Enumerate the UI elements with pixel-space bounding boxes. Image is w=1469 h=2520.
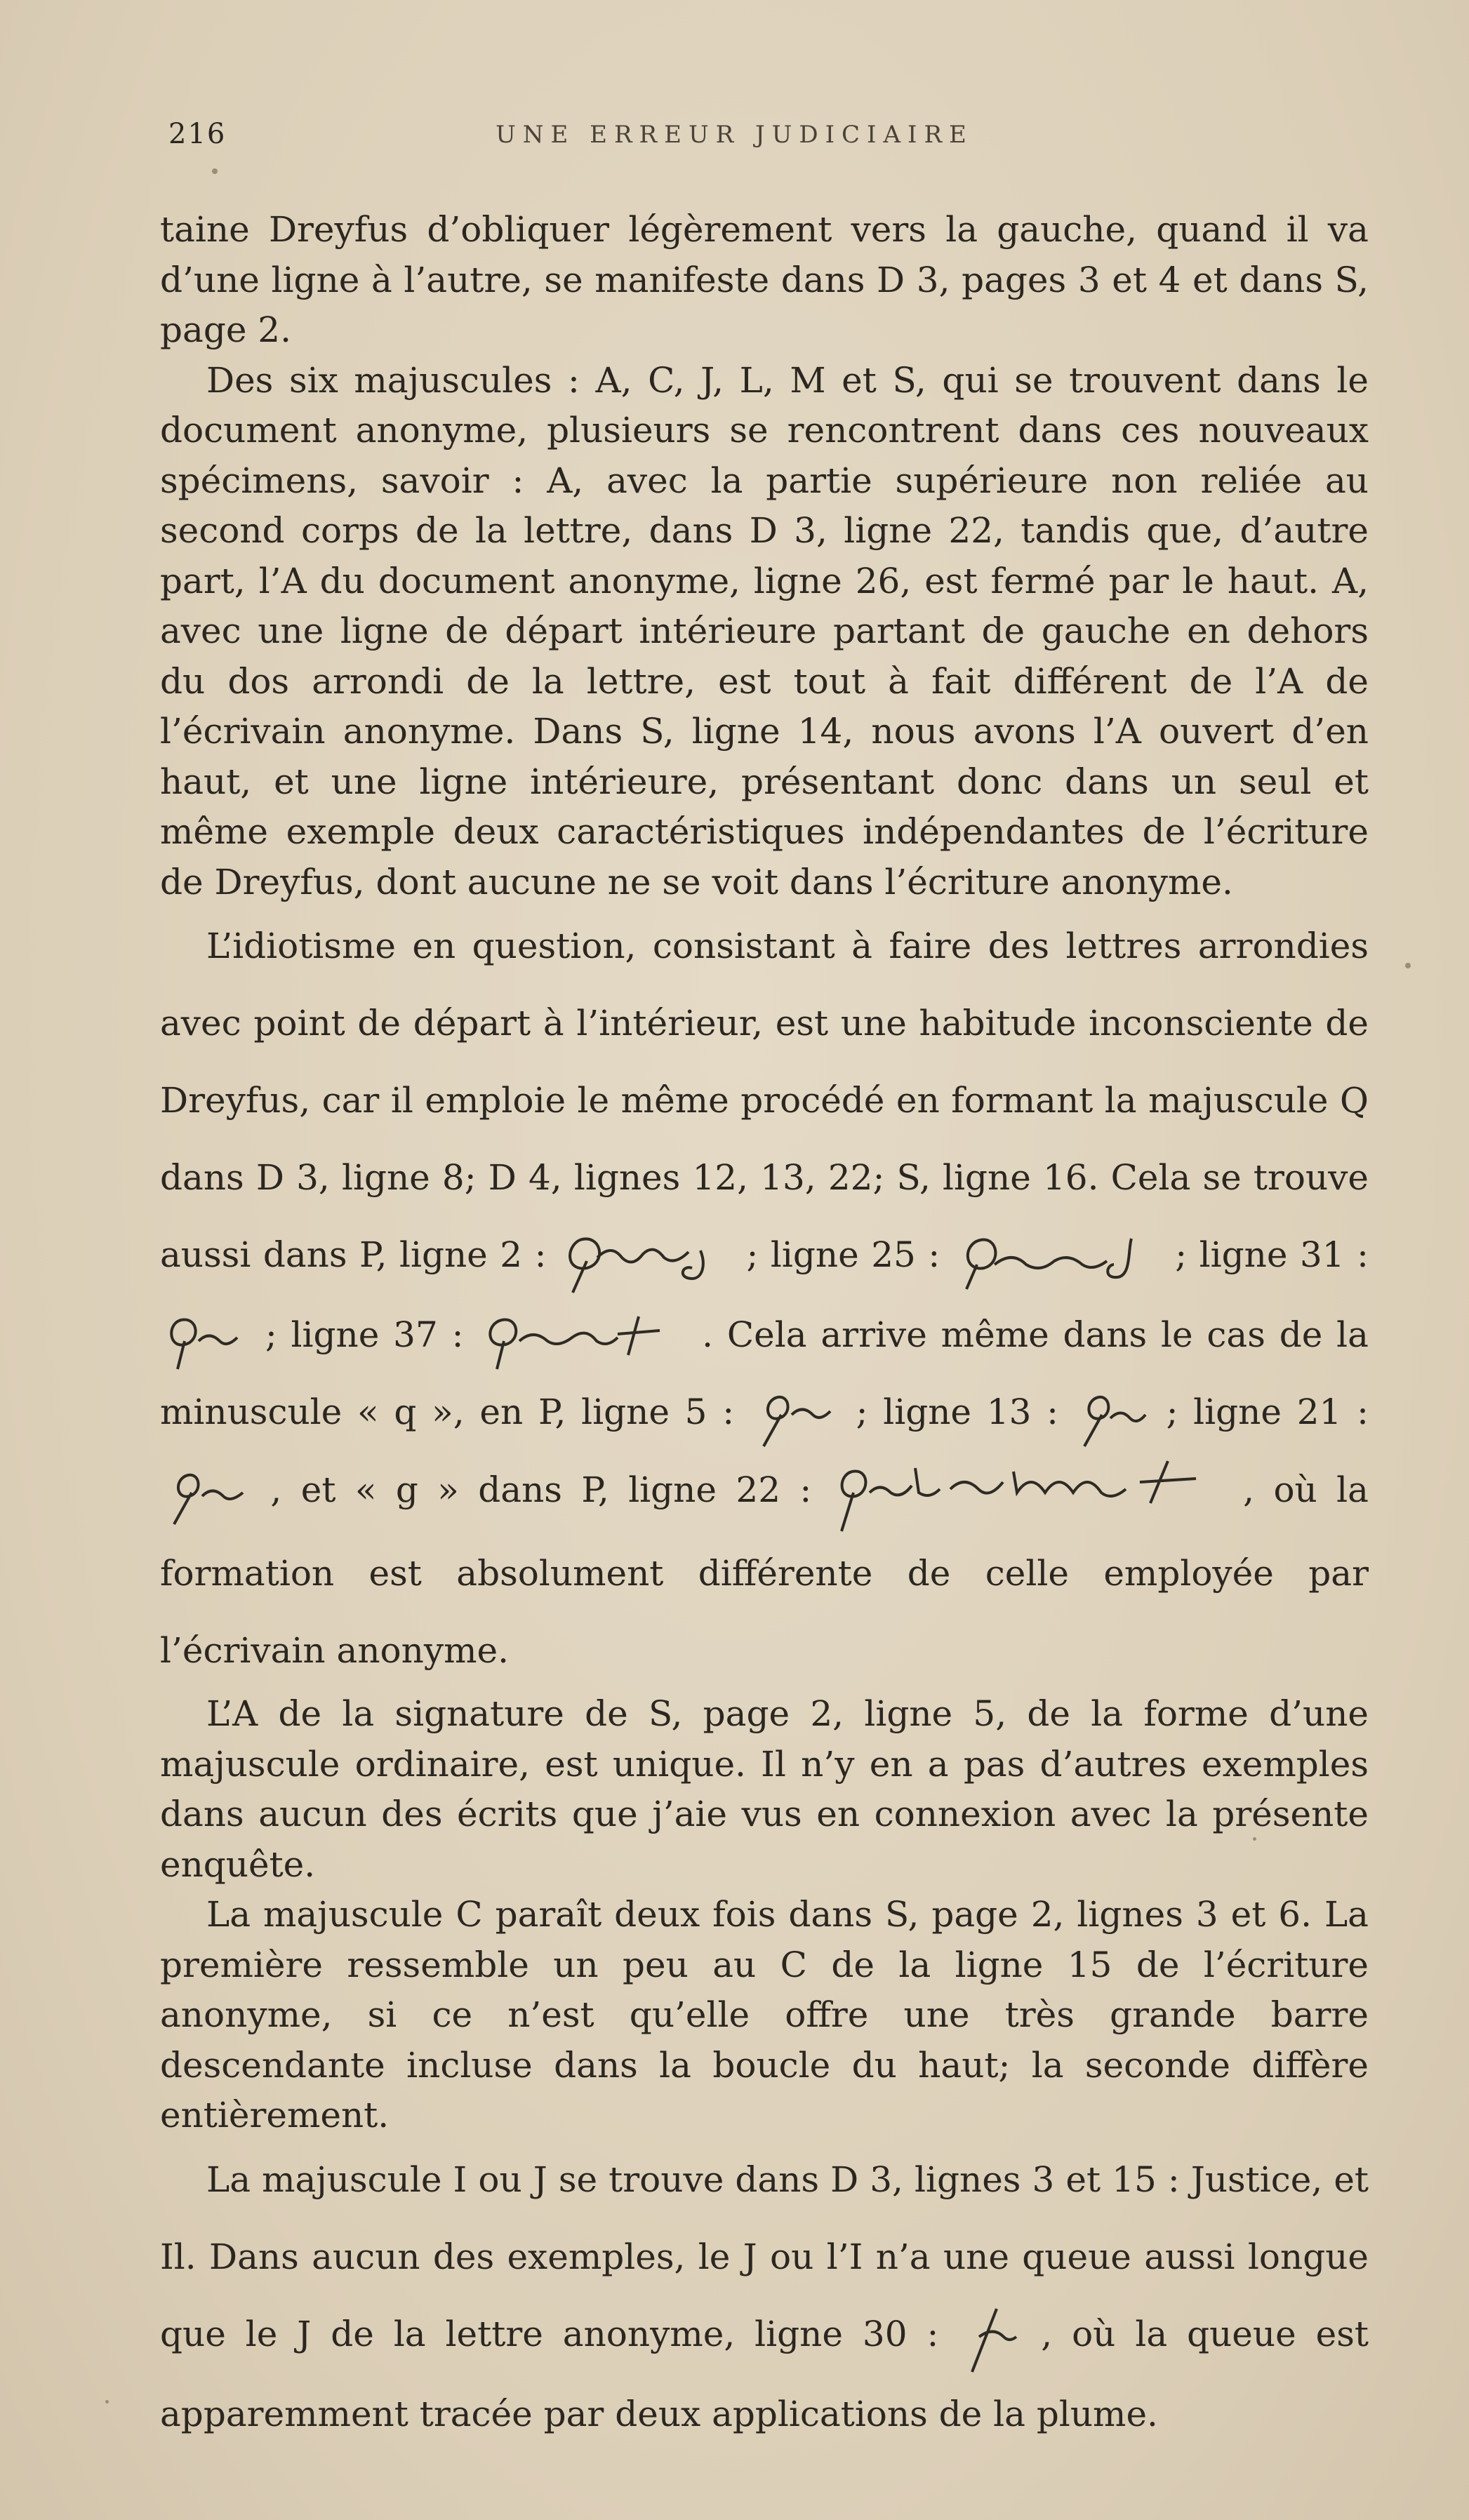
paragraph-majuscule-c: La majuscule C paraît deux fois dans S, page 2, lignes 3 et 6. La première ressemble un peu au C de la ligne 15 de l’écriture anonyme, si ce n’est qu’elle offre une très grande barre descendante incluse dans la boucle du haut; la seconde diffère entièrement. <box>160 1894 1369 2135</box>
text-segment: ; ligne 25 : <box>746 1234 940 1275</box>
handwriting-generalement-sample <box>831 1451 1224 1535</box>
paper-speck <box>1253 1837 1256 1841</box>
handwriting-grand-sample <box>952 1222 1163 1293</box>
text-segment: , et « g » dans P, ligne 22 : <box>270 1469 812 1510</box>
body-text <box>160 205 1369 2453</box>
text-segment: , où la formation est absolument différente de celle employée par l’écrivain anonyme. <box>160 1469 1369 1671</box>
running-title: UNE ERREUR JUDICIAIRE <box>496 121 973 149</box>
paragraph-idiotisme <box>160 907 1369 1689</box>
page-header <box>168 118 1301 160</box>
handwriting-q-minuscule-sample-3 <box>160 1458 251 1528</box>
text-segment: ; ligne 21 : <box>1166 1392 1369 1432</box>
page-number: 216 <box>168 118 227 150</box>
text-segment: ; ligne 13 : <box>856 1392 1059 1432</box>
handwriting-q-minuscule-sample-1 <box>750 1380 841 1450</box>
paragraph-majuscules: Des six majuscules : A, C, J, L, M et S, qui se trouvent dans le document anonyme, plusieurs se rencontrent dans ces nouveaux spécimens, savoir : A, avec la partie supérieure non reliée au second corps de la lettre, dans D 3, ligne 22, tandis que, d’autre part, l’A du document anonyme, ligne 26, est fermé par le haut. A, avec une ligne de départ intérieure partant de gauche en dehors du dos arrondi de la lettre, est tout à fait différent de l’A de l’écrivain anonyme. Dans S, ligne 14, nous avons l’A ouvert d’en haut, et une ligne intérieure, présentant donc dans un seul et même exemple deux caractéristiques indépendantes de l’écriture de Dreyfus, dont aucune ne se voit dans l’écriture anonyme. <box>160 359 1369 902</box>
paragraph-majuscule-j <box>160 2141 1369 2453</box>
text-segment: , où la queue est apparemment tracée par deux applications de la plume. <box>160 2313 1369 2434</box>
handwriting-que-sample <box>160 1302 251 1373</box>
paragraph-continuation: taine Dreyfus d’obliquer légèrement vers la gauche, quand il va d’une ligne à l’autre, se manifeste dans D 3, pages 3 et 4 et dans S, page 2. <box>160 209 1369 350</box>
handwriting-quand-sample <box>559 1219 734 1296</box>
text-segment: ; ligne 31 : <box>1175 1234 1369 1275</box>
text-segment: . Cela arrive même dans le cas de la minuscule « q », en P, ligne 5 : <box>160 1314 1369 1432</box>
text-segment: L’idiotisme en question, consistant à faire des lettres arrondies avec point de départ à l’intérieur, est une habitude inconsciente de Dreyfus, car il emploie le même procédé en formant la majuscule Q dans D 3, ligne 8; D 4, lignes 12, 13, 22; S, ligne 16. Cela se trouve aussi dans P, ligne 2 : <box>160 926 1369 1275</box>
paper-speck <box>105 2400 109 2404</box>
paper-speck <box>212 168 218 174</box>
text-segment: ; ligne 37 : <box>265 1314 464 1355</box>
handwriting-quant-sample <box>477 1302 688 1373</box>
handwriting-j-sample <box>958 2298 1021 2375</box>
paper-speck <box>1405 963 1411 968</box>
handwriting-q-minuscule-sample-2 <box>1074 1380 1151 1450</box>
text-segment: La majuscule I ou J se trouve dans D 3, lignes 3 et 15 : Justice, et Il. Dans aucun des exemples, le J ou l’I n’a une queue aussi longue que le J de la lettre anonyme, ligne 30 : <box>160 2159 1369 2354</box>
paragraph-signature: L’A de la signature de S, page 2, ligne 5, de la forme d’une majuscule ordinaire, est unique. Il n’y en a pas d’autres exemples dans aucun des écrits que j’aie vus en connexion avec la présente enquête. <box>160 1693 1369 1885</box>
